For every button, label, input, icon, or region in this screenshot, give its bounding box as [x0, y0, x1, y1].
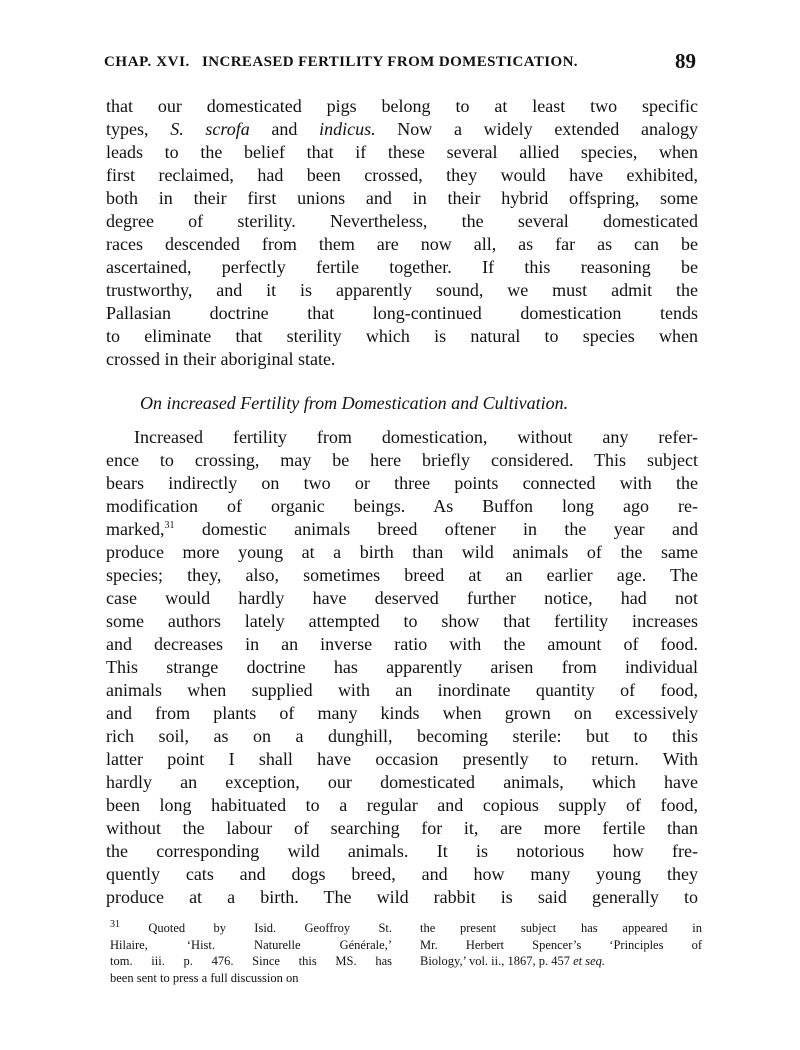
text-line: and decreases in an inverse ratio with the amount of food.: [106, 634, 698, 654]
footnote-line: the present subject has appeared in: [420, 921, 702, 935]
text-line: latter point I shall have occasion presently to return. With: [106, 749, 698, 769]
text-line: and from plants of many kinds when grown on excessively: [106, 703, 698, 723]
text-span: domestic animals breed oftener in the year and: [174, 519, 698, 539]
text-line: without the labour of searching for it, are more fertile than: [106, 818, 698, 838]
text-line: that our domesticated pigs belong to at least two specific: [106, 96, 698, 116]
text-line: rich soil, as on a dunghill, becoming sterile: but to this: [106, 726, 698, 746]
text-line: both in their first unions and in their hybrid offspring, some: [106, 188, 698, 208]
italic-species-name: indicus.: [319, 119, 376, 139]
text-line: to eliminate that sterility which is natural to species when: [106, 326, 698, 346]
text-line: ascertained, perfectly fertile together. If this reasoning be: [106, 257, 698, 277]
text-line: degree of sterility. Nevertheless, the several domesticated: [106, 211, 698, 231]
text-line: This strange doctrine has apparently arisen from individual: [106, 657, 698, 677]
text-span: types,: [106, 119, 171, 139]
text-line: animals when supplied with an inordinate quantity of food,: [106, 680, 698, 700]
text-line: been long habituated to a regular and copious supply of food,: [106, 795, 698, 815]
footnote-left-column: [110, 920, 392, 986]
chapter-label: CHAP. XVI.: [104, 54, 190, 70]
footnote-line: [110, 920, 392, 937]
text-line: Increased fertility from domestication, without any refer-: [134, 427, 698, 447]
footnote-right-column: [420, 920, 702, 970]
text-line: ence to crossing, may be here briefly considered. This subject: [106, 450, 698, 470]
text-line: first reclaimed, had been crossed, they would have exhibited,: [106, 165, 698, 185]
footnote-line: [420, 953, 702, 970]
text-line: Pallasian doctrine that long-continued domestication tends: [106, 303, 698, 323]
text-span: Quoted by Isid. Geoffroy St.: [120, 921, 392, 935]
text-line: races descended from them are now all, as far as can be: [106, 234, 698, 254]
text-line: bears indirectly on two or three points connected with the: [106, 473, 698, 493]
text-line: leads to the belief that if these several allied species, when: [106, 142, 698, 162]
text-line: species; they, also, sometimes breed at an earlier age. The: [106, 565, 698, 585]
text-line: case would hardly have deserved further notice, had not: [106, 588, 698, 608]
section-subheading: On increased Fertility from Domestication and Cultivation.: [140, 393, 569, 413]
text-span: and: [249, 119, 320, 139]
footnote-line: Mr. Herbert Spencer’s ‘Principles of: [420, 937, 702, 952]
text-line: produce more young at a birth than wild animals of the same: [106, 542, 698, 562]
footnote-line: Hilaire, ‘Hist. Naturelle Générale,’: [110, 937, 392, 952]
text-span: Biology,’ vol. ii., 1867, p. 457: [420, 954, 574, 968]
text-line: modification of organic beings. As Buffon long ago re-: [106, 496, 698, 516]
text-line: trustworthy, and it is apparently sound, we must admit the: [106, 280, 698, 300]
footnote-line: tom. iii. p. 476. Since this MS. has: [110, 954, 392, 968]
italic-abbreviation: et seq.: [573, 954, 606, 968]
footnote-reference: 31: [164, 520, 175, 531]
page-number: 89: [675, 49, 696, 73]
running-title: INCREASED FERTILITY FROM DOMESTICATION.: [202, 54, 578, 70]
italic-species-name: S. scrofa: [170, 119, 250, 139]
text-line: crossed in their aboriginal state.: [106, 349, 336, 369]
text-line: [106, 517, 698, 541]
text-line: quently cats and dogs breed, and how many young they: [106, 864, 698, 884]
text-span: Now a widely extended analogy: [375, 119, 698, 139]
footnote-line: been sent to press a full discussion on: [110, 970, 299, 985]
text-line: the corresponding wild animals. It is notorious how fre-: [106, 841, 698, 861]
text-line: [106, 117, 698, 141]
text-line: hardly an exception, our domesticated animals, which have: [106, 772, 698, 792]
text-span: marked,: [106, 519, 165, 539]
running-header: [104, 48, 696, 78]
text-line: some authors lately attempted to show that fertility increases: [106, 611, 698, 631]
text-line: produce at a birth. The wild rabbit is said generally to: [106, 887, 698, 907]
footnote-marker: 31: [110, 918, 120, 930]
